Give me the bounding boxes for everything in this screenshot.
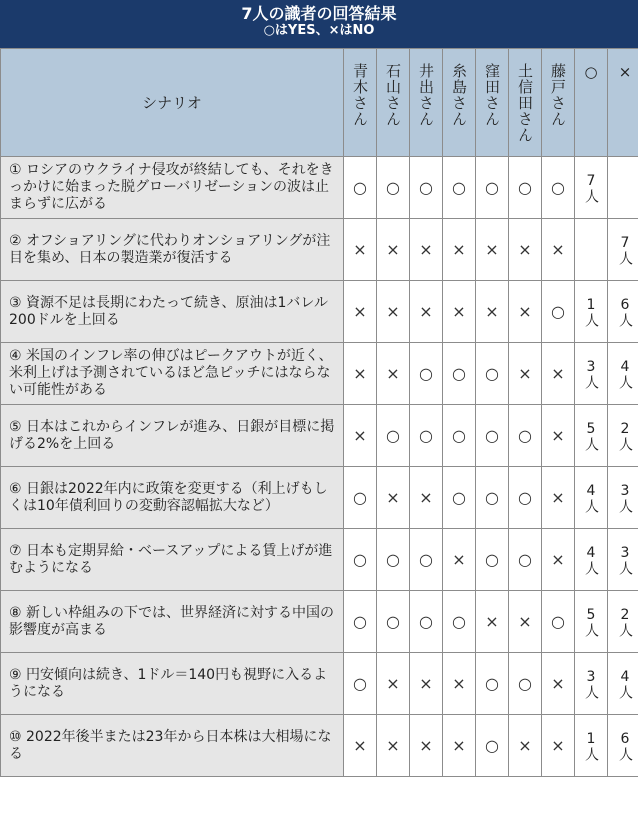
answer-cell: ○	[476, 653, 509, 715]
answer-cell: ○	[476, 157, 509, 219]
column-header-label: ○	[582, 63, 600, 82]
no-count-cell	[608, 281, 638, 343]
column-header	[377, 49, 410, 157]
yes-count: 1人	[583, 731, 599, 761]
answer-cell: ○	[377, 157, 410, 219]
no-count: 6人	[617, 731, 633, 761]
yes-count-cell	[575, 343, 608, 405]
answer-cell: ○	[542, 157, 575, 219]
table-row	[1, 467, 638, 529]
answer-cell: ○	[509, 405, 542, 467]
chart-title: 7人の識者の回答結果	[241, 4, 397, 23]
no-count: 2人	[617, 607, 633, 637]
answer-cell: ○	[410, 529, 443, 591]
column-header-label: 青木さん	[351, 63, 369, 127]
answer-cell: ○	[344, 529, 377, 591]
yes-count-cell	[575, 157, 608, 219]
column-header-label: 糸島さん	[450, 63, 468, 127]
answer-cell: ○	[344, 591, 377, 653]
table-row	[1, 405, 638, 467]
answer-cell: ○	[410, 591, 443, 653]
answer-cell: ×	[509, 591, 542, 653]
yes-count: 7人	[583, 173, 599, 203]
yes-count-cell	[575, 653, 608, 715]
table-row	[1, 281, 638, 343]
answer-cell: ×	[377, 653, 410, 715]
answer-cell: ○	[377, 529, 410, 591]
answer-cell: ×	[344, 715, 377, 777]
answer-cell: ×	[542, 405, 575, 467]
column-header	[575, 49, 608, 157]
answer-cell: ○	[509, 157, 542, 219]
scenario-cell: ⑥ 日銀は2022年内に政策を変更する（利上げもしくは10年債利回りの変動容認幅拡大など）	[1, 467, 344, 529]
answer-cell: ×	[542, 653, 575, 715]
answer-cell: ○	[476, 405, 509, 467]
no-count-cell	[608, 343, 638, 405]
yes-count: 3人	[583, 669, 599, 699]
yes-count-cell	[575, 529, 608, 591]
answer-cell: ○	[344, 467, 377, 529]
answer-cell: ×	[443, 529, 476, 591]
column-header-label: ×	[616, 63, 634, 82]
no-count: 4人	[617, 359, 633, 389]
answer-cell: ×	[443, 715, 476, 777]
no-count-cell	[608, 157, 638, 219]
column-header-label: 窪田さん	[483, 63, 501, 127]
answer-cell: ×	[344, 343, 377, 405]
answer-cell: ×	[542, 343, 575, 405]
answer-cell: ○	[344, 653, 377, 715]
no-count-cell	[608, 715, 638, 777]
answer-cell: ○	[410, 157, 443, 219]
survey-table	[0, 48, 638, 777]
table-row	[1, 219, 638, 281]
answer-cell: ×	[476, 281, 509, 343]
scenario-cell: ⑩ 2022年後半または23年から日本株は大相場になる	[1, 715, 344, 777]
no-count-cell	[608, 529, 638, 591]
answer-cell: ×	[542, 715, 575, 777]
answer-cell: ×	[509, 281, 542, 343]
column-header	[344, 49, 377, 157]
scenario-header: シナリオ	[1, 49, 344, 157]
answer-cell: ○	[410, 343, 443, 405]
scenario-cell: ⑧ 新しい枠組みの下では、世界経済に対する中国の影響度が高まる	[1, 591, 344, 653]
scenario-cell: ③ 資源不足は長期にわたって続き、原油は1バレル200ドルを上回る	[1, 281, 344, 343]
yes-count-cell	[575, 715, 608, 777]
answer-cell: ×	[377, 343, 410, 405]
column-header-label: 土信田さん	[516, 63, 534, 143]
yes-count-cell	[575, 281, 608, 343]
no-count-cell	[608, 405, 638, 467]
column-header	[608, 49, 638, 157]
table-row	[1, 529, 638, 591]
answer-cell: ×	[443, 281, 476, 343]
answer-cell: ○	[344, 157, 377, 219]
answer-cell: ×	[344, 405, 377, 467]
answer-cell: ×	[377, 467, 410, 529]
scenario-cell: ⑦ 日本も定期昇給・ベースアップによる賃上げが進むようになる	[1, 529, 344, 591]
answer-cell: ○	[476, 467, 509, 529]
answer-cell: ×	[410, 219, 443, 281]
chart-subtitle: ○はYES、×はNO	[263, 23, 375, 38]
no-count: 6人	[617, 297, 633, 327]
yes-count: 3人	[583, 359, 599, 389]
no-count-cell	[608, 467, 638, 529]
answer-cell: ×	[410, 467, 443, 529]
column-header-label: 石山さん	[384, 63, 402, 127]
table-row	[1, 343, 638, 405]
yes-count: 1人	[583, 297, 599, 327]
answer-cell: ×	[509, 343, 542, 405]
scenario-cell: ⑤ 日本はこれからインフレが進み、日銀が目標に掲げる2%を上回る	[1, 405, 344, 467]
answer-cell: ×	[542, 529, 575, 591]
yes-count-cell	[575, 219, 608, 281]
answer-cell: ○	[443, 157, 476, 219]
table-row	[1, 157, 638, 219]
table-row	[1, 591, 638, 653]
column-header	[509, 49, 542, 157]
answer-cell: ○	[410, 405, 443, 467]
column-header-label: 藤戸さん	[549, 63, 567, 127]
column-header	[443, 49, 476, 157]
answer-cell: ○	[542, 281, 575, 343]
no-count: 2人	[617, 421, 633, 451]
scenario-cell: ④ 米国のインフレ率の伸びはピークアウトが近く、米利上げは予測されているほど急ピッチにはならない可能性がある	[1, 343, 344, 405]
no-count-cell	[608, 591, 638, 653]
yes-count: 5人	[583, 607, 599, 637]
answer-cell: ○	[476, 715, 509, 777]
title-bar	[0, 0, 638, 48]
answer-cell: ×	[542, 467, 575, 529]
column-header	[476, 49, 509, 157]
answer-cell: ○	[509, 529, 542, 591]
survey-body	[1, 157, 638, 777]
answer-cell: ○	[443, 405, 476, 467]
header-row	[1, 49, 638, 157]
yes-count-cell	[575, 467, 608, 529]
no-count-cell	[608, 219, 638, 281]
answer-cell: ×	[377, 715, 410, 777]
table-row	[1, 653, 638, 715]
answer-cell: ○	[476, 529, 509, 591]
answer-cell: ×	[509, 219, 542, 281]
answer-cell: ○	[509, 653, 542, 715]
answer-cell: ×	[410, 715, 443, 777]
yes-count-cell	[575, 591, 608, 653]
no-count-cell	[608, 653, 638, 715]
answer-cell: ○	[443, 591, 476, 653]
answer-cell: ×	[410, 281, 443, 343]
answer-cell: ×	[443, 653, 476, 715]
column-header-label: 井出さん	[417, 63, 435, 127]
column-header	[542, 49, 575, 157]
scenario-cell: ⑨ 円安傾向は続き、1ドル＝140円も視野に入るようになる	[1, 653, 344, 715]
no-count: 4人	[617, 669, 633, 699]
answer-cell: ○	[377, 591, 410, 653]
answer-cell: ×	[377, 281, 410, 343]
no-count: 7人	[617, 235, 633, 265]
table-row	[1, 715, 638, 777]
answer-cell: ○	[443, 343, 476, 405]
answer-cell: ×	[476, 219, 509, 281]
answer-cell: ×	[509, 715, 542, 777]
answer-cell: ○	[509, 467, 542, 529]
answer-cell: ○	[542, 591, 575, 653]
answer-cell: ×	[344, 219, 377, 281]
answer-cell: ×	[410, 653, 443, 715]
scenario-cell: ② オフショアリングに代わりオンショアリングが注目を集め、日本の製造業が復活する	[1, 219, 344, 281]
answer-cell: ×	[377, 219, 410, 281]
answer-cell: ○	[443, 467, 476, 529]
yes-count-cell	[575, 405, 608, 467]
answer-cell: ×	[476, 591, 509, 653]
yes-count: 4人	[583, 483, 599, 513]
answer-cell: ○	[377, 405, 410, 467]
answer-cell: ×	[542, 219, 575, 281]
column-header	[410, 49, 443, 157]
answer-cell: ○	[476, 343, 509, 405]
answer-cell: ×	[443, 219, 476, 281]
yes-count: 5人	[583, 421, 599, 451]
yes-count: 4人	[583, 545, 599, 575]
answer-cell: ×	[344, 281, 377, 343]
no-count: 3人	[617, 545, 633, 575]
no-count: 3人	[617, 483, 633, 513]
scenario-cell: ① ロシアのウクライナ侵攻が終結しても、それをきっかけに始まった脱グローバリゼーションの波は止まらずに広がる	[1, 157, 344, 219]
